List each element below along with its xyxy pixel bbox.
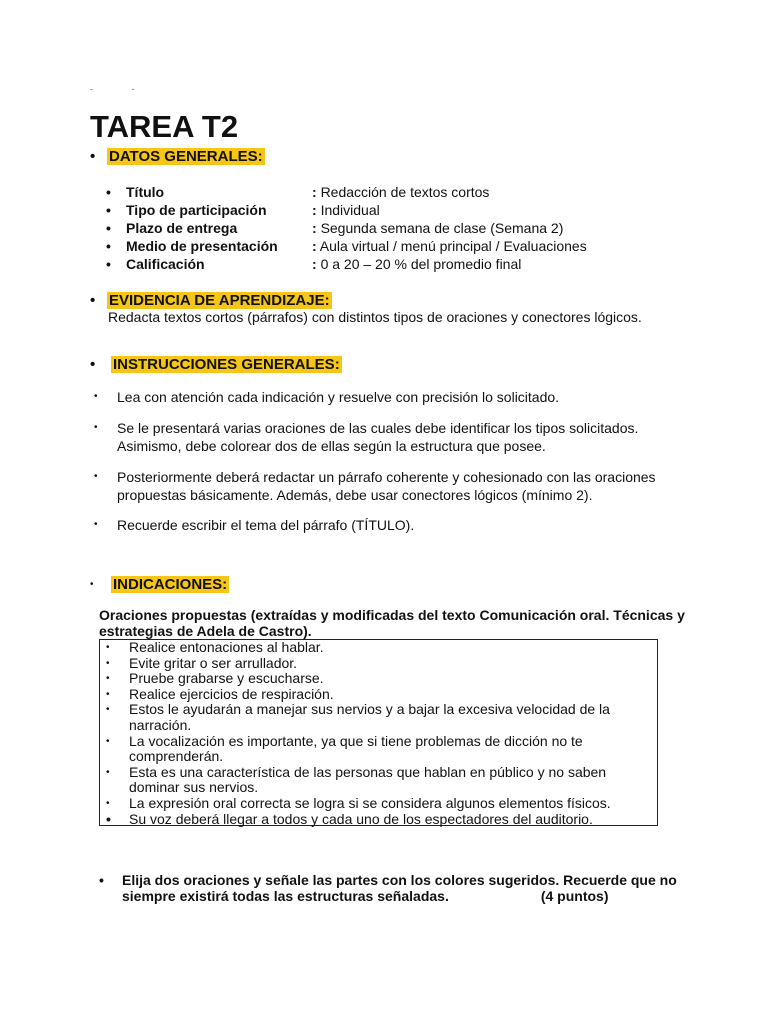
section-heading-indicaciones <box>111 575 229 594</box>
list-bullet: • <box>94 519 98 530</box>
instruccion-item: Recuerde escribir el tema del párrafo (TÍTULO). <box>117 517 415 533</box>
instruccion-item: Se le presentará varias oraciones de las cuales debe identificar los tipos solicitados. Asimismo, debe colorear dos de ellas según la estructura que posee. <box>117 420 639 454</box>
list-bullet: • <box>94 391 98 402</box>
oracion-item: • Realice entonaciones al hablar. <box>106 639 324 655</box>
datos-row-medio <box>106 237 666 255</box>
datos-value: : Individual <box>312 202 380 218</box>
oraciones-heading: Oraciones propuestas (extraídas y modificadas del texto Comunicación oral. Técnicas y estrategias de Adela de Castro). <box>99 607 685 639</box>
oracion-item: • Pruebe grabarse y escucharse. <box>106 670 324 687</box>
instruccion-item: Lea con atención cada indicación y resuelve con precisión lo solicitado. <box>117 389 560 405</box>
instruccion-item: Posteriormente deberá redactar un párrafo coherente y cohesionado con las oraciones propuestas básicamente. Además, debe usar conectores lógicos (mínimo 2). <box>117 469 656 503</box>
list-bullet: • <box>99 872 104 888</box>
oracion-item: • La vocalización es importante, ya que si tiene problemas de dicción no te comprenderán. <box>106 732 583 765</box>
datos-row-tipo <box>106 201 666 219</box>
datos-label: Medio de presentación <box>126 238 278 254</box>
points-label: (4 puntos) <box>540 888 609 904</box>
list-bullet: • <box>94 471 98 482</box>
list-bullet: • <box>94 422 98 433</box>
oracion-item: • Esta es una característica de las personas que hablan en público y no saben dominar sus nervios. <box>106 763 607 796</box>
datos-value: : Segunda semana de clase (Semana 2) <box>312 220 564 236</box>
datos-label: Plazo de entrega <box>126 220 238 236</box>
section-bullet: • <box>90 148 96 165</box>
section-bullet: • <box>90 292 96 309</box>
heading-highlight: DATOS GENERALES: <box>109 148 263 165</box>
evidencia-text: Redacta textos cortos (párrafos) con distintos tipos de oraciones y conectores lógicos. <box>108 309 642 325</box>
oracion-item: • Estos le ayudarán a manejar sus nervios y a bajar la excesiva velocidad de la narración. <box>106 701 610 733</box>
oracion-item: • Evite gritar o ser arrullador. <box>106 654 298 671</box>
heading-highlight: INSTRUCCIONES GENERALES: <box>113 356 340 373</box>
final-instruction: Elija dos oraciones y señale las partes con los colores sugeridos. Recuerde que no siempre existirá todas las estructuras señaladas. (4 puntos) <box>122 872 677 904</box>
oracion-item: • La expresión oral correcta se logra si se considera algunos elementos físicos. <box>106 794 611 811</box>
page-title: TAREA T2 <box>90 109 239 144</box>
oracion-item: • Realice ejercicios de respiración. <box>106 685 334 702</box>
section-bullet: • <box>90 356 96 373</box>
oracion-item: • Su voz deberá llegar a todos y cada uno de los espectadores del auditorio. <box>106 810 593 827</box>
datos-value: : 0 a 20 – 20 % del promedio final <box>312 256 522 272</box>
section-heading-instrucciones <box>111 355 342 374</box>
list-bullet: • <box>106 220 111 236</box>
datos-value: : Aula virtual / menú principal / Evaluaciones <box>312 238 587 254</box>
datos-label: Calificación <box>126 256 205 272</box>
oraciones-box <box>99 639 658 826</box>
list-bullet: • <box>106 184 111 200</box>
datos-row-calificacion <box>106 255 666 273</box>
datos-label: Tipo de participación <box>126 202 267 218</box>
oraciones-list <box>100 640 657 827</box>
list-bullet: • <box>106 202 111 218</box>
datos-label: Título <box>126 184 165 200</box>
datos-value: : Redacción de textos cortos <box>312 184 490 200</box>
section-heading-datos <box>107 147 265 166</box>
list-bullet: • <box>106 256 111 272</box>
header-marks: - - <box>90 84 153 94</box>
list-bullet: • <box>106 238 111 254</box>
heading-highlight: INDICACIONES: <box>113 576 228 593</box>
datos-row-titulo <box>106 183 666 201</box>
datos-row-plazo <box>106 219 666 237</box>
heading-highlight: EVIDENCIA DE APRENDIZAJE: <box>109 292 330 309</box>
section-bullet: • <box>90 579 94 590</box>
